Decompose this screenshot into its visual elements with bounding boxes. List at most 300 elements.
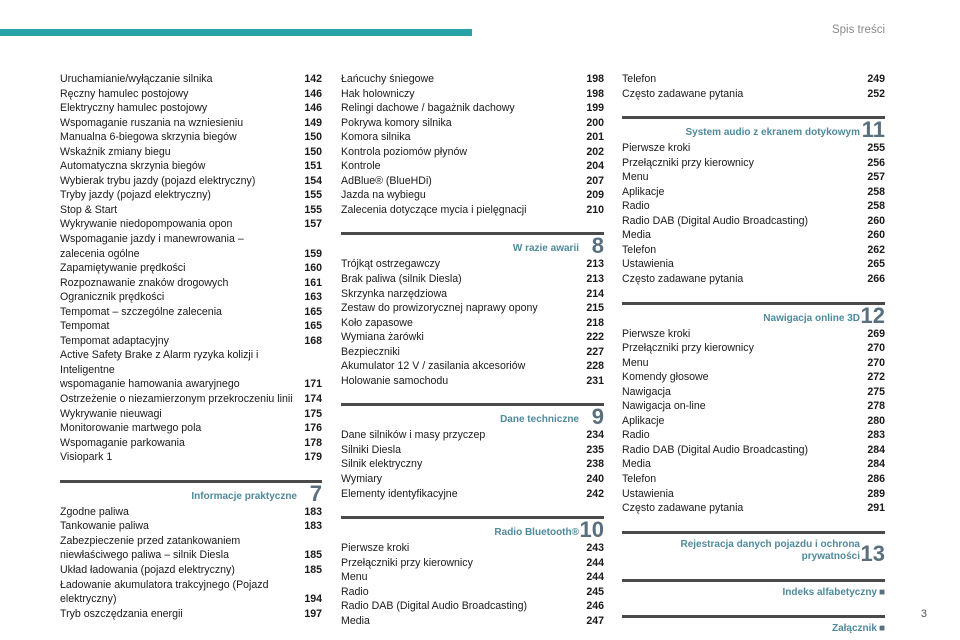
toc-entry-page: 165 xyxy=(304,305,322,318)
toc-entry-title: Silniki Diesla xyxy=(341,443,402,456)
toc-entry-page: 242 xyxy=(586,487,604,500)
toc-entry-page: 222 xyxy=(586,331,604,344)
toc-entry[interactable] xyxy=(341,443,604,458)
toc-entry-page: 240 xyxy=(586,473,604,486)
toc-entry[interactable] xyxy=(60,319,322,334)
toc-entry-title: Kontrola poziomów płynów xyxy=(341,145,468,158)
toc-entry-title: Przełączniki przy kierownicy xyxy=(622,342,754,355)
toc-entry-list xyxy=(622,72,885,101)
toc-entry-page: 209 xyxy=(586,189,604,202)
toc-entry[interactable] xyxy=(622,170,885,185)
section-header-10[interactable] xyxy=(341,516,604,541)
toc-entry-title: Ustawienia xyxy=(622,258,674,271)
toc-entry-page: 201 xyxy=(586,131,604,144)
header-accent-bar xyxy=(0,29,472,36)
toc-entry[interactable] xyxy=(341,374,604,389)
toc-entry-title: Wymiary xyxy=(341,473,383,486)
toc-entry[interactable] xyxy=(60,203,322,218)
toc-entry[interactable] xyxy=(622,341,885,356)
toc-entry-title: Menu xyxy=(622,171,649,184)
toc-entry-title: Monitorowanie martwego pola xyxy=(60,422,202,435)
toc-entry-title: Przełączniki przy kierownicy xyxy=(341,556,473,569)
toc-entry[interactable] xyxy=(60,592,322,607)
toc-entry-page: 275 xyxy=(867,385,885,398)
toc-entry-page: 150 xyxy=(304,131,322,144)
toc-entry-page: 289 xyxy=(867,487,885,500)
toc-entry[interactable] xyxy=(341,599,604,614)
toc-entry-title: Łańcuchy śniegowe xyxy=(341,73,435,85)
section-number: 9 xyxy=(591,404,604,430)
toc-entry[interactable] xyxy=(341,472,604,487)
toc-entry-list xyxy=(60,72,322,465)
toc-entry-title: Automatyczna skrzynia biegów xyxy=(60,160,206,173)
toc-entry-page: 283 xyxy=(867,429,885,442)
toc-entry-title: Komendy głosowe xyxy=(622,371,709,384)
toc-entry-page: 197 xyxy=(304,607,322,620)
toc-entry-list xyxy=(622,141,885,286)
toc-entry[interactable] xyxy=(60,563,322,578)
toc-entry-title: Wspomaganie parkowania xyxy=(60,436,185,449)
toc-entry[interactable] xyxy=(60,407,322,422)
toc-entry[interactable] xyxy=(60,519,322,534)
toc-entry-title: Wymiana żarówki xyxy=(341,331,424,344)
toc-entry-page: 194 xyxy=(304,593,322,606)
toc-entry-title: Manualna 6-biegowa skrzynia biegów xyxy=(60,131,237,144)
toc-entry[interactable] xyxy=(60,261,322,276)
toc-entry[interactable] xyxy=(341,541,604,556)
section-header-9[interactable] xyxy=(341,403,604,428)
toc-column-1 xyxy=(60,72,322,621)
toc-entry-page: 218 xyxy=(586,316,604,329)
toc-entry[interactable] xyxy=(341,159,604,174)
section-header-13[interactable] xyxy=(622,531,885,565)
toc-entry-title: Telefon xyxy=(622,473,657,486)
toc-entry-title: Telefon xyxy=(622,243,657,256)
section-title: Rejestracja danych pojazdu i ochrona prywatności xyxy=(680,538,860,562)
toc-entry-page: 163 xyxy=(304,291,322,304)
toc-column-2 xyxy=(341,72,604,628)
toc-entry-page: 258 xyxy=(867,200,885,213)
toc-entry[interactable] xyxy=(622,399,885,414)
toc-entry[interactable] xyxy=(622,185,885,200)
toc-entry[interactable] xyxy=(341,457,604,472)
toc-entry[interactable] xyxy=(60,232,322,247)
toc-entry-page: 255 xyxy=(867,142,885,155)
toc-entry-page: 213 xyxy=(586,258,604,271)
toc-entry-page: 198 xyxy=(586,73,604,85)
toc-entry-title: Wspomaganie jazdy i manewrowania – xyxy=(60,233,244,246)
toc-entry-page: 175 xyxy=(304,407,322,420)
toc-entry-title: Skrzynka narzędziowa xyxy=(341,287,447,300)
toc-entry-title: Relingi dachowe / bagażnik dachowy xyxy=(341,102,515,115)
section-rule xyxy=(622,116,885,119)
toc-entry-title: Pierwsze kroki xyxy=(622,327,691,340)
toc-entry-page: 210 xyxy=(586,203,604,216)
toc-entry-title: Tempomat xyxy=(60,320,110,333)
toc-entry-title: Uruchamianie/wyłączanie silnika xyxy=(60,73,213,85)
toc-entry-title: Telefon xyxy=(622,73,657,85)
toc-entry[interactable] xyxy=(622,385,885,400)
toc-entry-page: 249 xyxy=(867,73,885,85)
toc-entry[interactable] xyxy=(60,392,322,407)
toc-entry[interactable] xyxy=(341,101,604,116)
toc-entry-page: 284 xyxy=(867,443,885,456)
section-rule xyxy=(60,480,322,483)
section-header-appendix[interactable] xyxy=(622,615,885,637)
toc-entry[interactable] xyxy=(60,276,322,291)
toc-entry-title: Radio xyxy=(341,585,369,598)
toc-entry-list xyxy=(341,257,604,388)
toc-entry[interactable] xyxy=(622,87,885,102)
toc-entry[interactable] xyxy=(622,457,885,472)
page-header-title: Spis treści xyxy=(831,24,885,36)
toc-entry-page: 245 xyxy=(586,585,604,598)
section-title: W razie awarii xyxy=(512,243,579,255)
toc-entry[interactable] xyxy=(60,436,322,451)
toc-entry-page: 168 xyxy=(304,334,322,347)
toc-entry-page: 155 xyxy=(304,203,322,216)
section-title: Załącznik xyxy=(831,622,877,634)
toc-entry[interactable] xyxy=(341,316,604,331)
toc-entry-title: Koło zapasowe xyxy=(341,316,413,329)
toc-entry[interactable] xyxy=(341,72,604,87)
toc-entry-page: 160 xyxy=(304,262,322,275)
toc-entry-title: Zgodne paliwa xyxy=(60,505,129,518)
toc-entry-title: Jazda na wybiegu xyxy=(341,189,426,202)
toc-entry-title: Media xyxy=(622,229,651,242)
toc-entry-title: Pierwsze kroki xyxy=(622,142,691,155)
toc-entry-title: Hak holowniczy xyxy=(341,87,415,100)
toc-entry[interactable] xyxy=(341,556,604,571)
toc-entry-page: 207 xyxy=(586,174,604,187)
toc-entry-page: 213 xyxy=(586,273,604,286)
toc-entry[interactable] xyxy=(622,443,885,458)
toc-entry[interactable] xyxy=(341,203,604,218)
toc-entry[interactable] xyxy=(622,370,885,385)
toc-entry-title: Wskaźnik zmiany biegu xyxy=(60,145,171,158)
toc-entry[interactable] xyxy=(60,334,322,349)
section-header-12[interactable] xyxy=(622,302,885,327)
toc-entry-title: Układ ładowania (pojazd elektryczny) xyxy=(60,563,235,576)
toc-entry-page: 286 xyxy=(867,473,885,486)
toc-entry-page: 215 xyxy=(586,302,604,315)
toc-entry[interactable] xyxy=(622,356,885,371)
toc-entry[interactable] xyxy=(60,421,322,436)
toc-entry-title: Silnik elektryczny xyxy=(341,458,423,471)
toc-entry[interactable] xyxy=(341,345,604,360)
toc-entry-title: Zalecenia dotyczące mycia i pielęgnacji xyxy=(341,203,527,216)
page-number: 3 xyxy=(920,608,927,620)
toc-entry-page: 204 xyxy=(586,160,604,173)
toc-entry-list xyxy=(341,541,604,628)
toc-entry-title: wspomaganie hamowania awaryjnego xyxy=(60,378,240,391)
toc-entry-title: Radio DAB (Digital Audio Broadcasting) xyxy=(341,600,528,613)
toc-entry-page: 260 xyxy=(867,229,885,242)
toc-entry[interactable] xyxy=(60,101,322,116)
toc-entry-page: 265 xyxy=(867,258,885,271)
toc-column-3 xyxy=(622,72,885,637)
toc-entry-title: Menu xyxy=(341,571,368,584)
toc-entry[interactable] xyxy=(341,428,604,443)
toc-entry-title: zalecenia ogólne xyxy=(60,247,140,260)
toc-entry-page: 185 xyxy=(304,549,322,562)
toc-entry-title: Bezpieczniki xyxy=(341,345,400,358)
toc-entry-title: Tryb oszczędzania energii xyxy=(60,607,183,620)
toc-entry[interactable] xyxy=(341,272,604,287)
toc-entry-title: Komora silnika xyxy=(341,131,411,144)
section-title: Nawigacja online 3D xyxy=(763,312,860,324)
toc-entry-title: Radio DAB (Digital Audio Broadcasting) xyxy=(622,214,809,227)
section-title: Indeks alfabetyczny xyxy=(782,586,877,598)
toc-entry-page: 161 xyxy=(304,276,322,289)
toc-entry[interactable] xyxy=(622,228,885,243)
toc-entry[interactable] xyxy=(60,217,322,232)
toc-entry[interactable] xyxy=(622,156,885,171)
toc-entry[interactable] xyxy=(341,116,604,131)
toc-entry-page: 227 xyxy=(586,345,604,358)
toc-entry-page: 244 xyxy=(586,571,604,584)
toc-entry[interactable] xyxy=(622,501,885,516)
toc-entry-title: Stop & Start xyxy=(60,203,118,216)
toc-entry[interactable] xyxy=(60,116,322,131)
toc-entry-title: Media xyxy=(341,614,370,627)
toc-entry-page: 246 xyxy=(586,600,604,613)
toc-entry[interactable] xyxy=(622,487,885,502)
toc-entry-title: Ręczny hamulec postojowy xyxy=(60,87,189,100)
toc-entry[interactable] xyxy=(60,348,322,377)
toc-entry[interactable] xyxy=(341,585,604,600)
toc-entry[interactable] xyxy=(60,377,322,392)
toc-entry-title: Rozpoznawanie znaków drogowych xyxy=(60,276,229,289)
toc-entry-title: Wykrywanie niedopompowania opon xyxy=(60,218,233,231)
toc-entry[interactable] xyxy=(60,305,322,320)
toc-entry-title: Często zadawane pytania xyxy=(622,502,744,515)
toc-entry[interactable] xyxy=(622,272,885,287)
section-title: System audio z ekranem dotykowym xyxy=(685,127,860,139)
toc-entry-title: Tempomat adaptacyjny xyxy=(60,334,169,347)
toc-entry-page: 247 xyxy=(586,614,604,627)
section-rule xyxy=(622,579,885,582)
toc-entry[interactable] xyxy=(341,330,604,345)
section-title: Informacje praktyczne xyxy=(191,490,297,502)
toc-entry-title: Tempomat – szczególne zalecenia xyxy=(60,305,222,318)
toc-entry[interactable] xyxy=(622,428,885,443)
toc-entry[interactable] xyxy=(341,174,604,189)
toc-entry[interactable] xyxy=(60,188,322,203)
toc-entry[interactable] xyxy=(341,130,604,145)
toc-entry-page: 183 xyxy=(304,520,322,533)
toc-entry-title: AdBlue® (BlueHDi) xyxy=(341,174,432,187)
toc-entry[interactable] xyxy=(341,287,604,302)
toc-entry-page: 146 xyxy=(304,102,322,115)
toc-entry-title: Ogranicznik prędkości xyxy=(60,291,165,304)
toc-entry-page: 214 xyxy=(586,287,604,300)
toc-entry-list xyxy=(341,72,604,217)
toc-entry-page: 257 xyxy=(867,171,885,184)
toc-entry-title: Nawigacja xyxy=(622,385,671,398)
section-header-8[interactable] xyxy=(341,232,604,257)
toc-entry-page: 199 xyxy=(586,102,604,115)
toc-entry-page: 183 xyxy=(304,505,322,518)
toc-entry-title: Active Safety Brake z Alarm ryzyka kolizji i Inteligentne xyxy=(60,349,259,376)
toc-entry-page: 234 xyxy=(586,429,604,442)
toc-entry-title: elektryczny) xyxy=(60,593,117,606)
toc-entry[interactable] xyxy=(341,359,604,374)
toc-entry-page: 269 xyxy=(867,327,885,340)
toc-entry[interactable] xyxy=(622,257,885,272)
toc-entry-title: Nawigacja on-line xyxy=(622,400,706,413)
toc-entry-title: Ostrzeżenie o niezamierzonym przekroczeniu linii xyxy=(60,393,293,406)
toc-entry-page: 202 xyxy=(586,145,604,158)
toc-entry-title: Menu xyxy=(622,356,649,369)
toc-entry[interactable] xyxy=(622,141,885,156)
toc-entry[interactable] xyxy=(622,243,885,258)
section-number: 10 xyxy=(579,517,604,543)
toc-entry-list xyxy=(341,428,604,501)
toc-entry-title: Media xyxy=(622,458,651,471)
toc-entry[interactable] xyxy=(622,214,885,229)
toc-entry[interactable] xyxy=(60,450,322,465)
toc-entry-title: Elektryczny hamulec postojowy xyxy=(60,102,208,115)
toc-entry-page: 171 xyxy=(304,378,322,391)
toc-entry-page: 284 xyxy=(867,458,885,471)
section-rule xyxy=(622,302,885,305)
toc-entry-page: 235 xyxy=(586,443,604,456)
toc-entry-page: 198 xyxy=(586,87,604,100)
toc-entry-title: Aplikacje xyxy=(622,185,665,198)
toc-entry[interactable] xyxy=(341,145,604,160)
section-header-index[interactable] xyxy=(622,579,885,601)
toc-entry[interactable] xyxy=(622,472,885,487)
toc-entry[interactable] xyxy=(622,414,885,429)
toc-entry[interactable] xyxy=(341,570,604,585)
toc-entry[interactable] xyxy=(60,578,322,593)
toc-entry-title: Radio xyxy=(622,200,650,213)
toc-entry-page: 174 xyxy=(304,393,322,406)
toc-entry[interactable] xyxy=(60,130,322,145)
toc-entry-page: 278 xyxy=(867,400,885,413)
toc-entry-page: 155 xyxy=(304,189,322,202)
section-rule xyxy=(622,615,885,618)
section-rule xyxy=(622,531,885,534)
section-number: 12 xyxy=(860,302,885,328)
section-rule xyxy=(341,232,604,235)
toc-entry-page: 200 xyxy=(586,116,604,129)
toc-entry-title: Akumulator 12 V / zasilania akcesoriów xyxy=(341,360,526,373)
toc-entry-title: Wykrywanie nieuwagi xyxy=(60,407,162,420)
toc-entry[interactable] xyxy=(341,87,604,102)
toc-entry-title: Radio xyxy=(622,429,650,442)
toc-entry-title: Zabezpieczenie przed zatankowaniem xyxy=(60,534,241,547)
toc-entry[interactable] xyxy=(622,72,885,87)
toc-entry[interactable] xyxy=(341,487,604,502)
toc-entry-page: 262 xyxy=(867,243,885,256)
toc-entry-page: 238 xyxy=(586,458,604,471)
toc-entry-page: 231 xyxy=(586,374,604,387)
toc-entry-title: Radio DAB (Digital Audio Broadcasting) xyxy=(622,443,809,456)
toc-entry[interactable] xyxy=(60,505,322,520)
toc-entry-title: Często zadawane pytania xyxy=(622,87,744,100)
toc-entry[interactable] xyxy=(60,72,322,87)
toc-entry-title: Ustawienia xyxy=(622,487,674,500)
section-marker: ■ xyxy=(878,622,885,634)
section-header-7[interactable] xyxy=(60,480,322,505)
section-title: Radio Bluetooth® xyxy=(494,527,579,539)
section-number: 8 xyxy=(591,233,604,259)
toc-entry-list xyxy=(622,327,885,516)
toc-entry-page: 270 xyxy=(867,342,885,355)
toc-entry[interactable] xyxy=(60,247,322,262)
toc-entry-page: 176 xyxy=(304,422,322,435)
section-marker: ■ xyxy=(878,586,885,598)
toc-entry-page: 157 xyxy=(304,218,322,231)
toc-entry-title: Kontrole xyxy=(341,160,381,173)
toc-entry-page: 280 xyxy=(867,414,885,427)
toc-entry-page: 149 xyxy=(304,116,322,129)
toc-entry[interactable] xyxy=(60,159,322,174)
toc-entry-page: 185 xyxy=(304,563,322,576)
toc-entry-page: 258 xyxy=(867,185,885,198)
toc-entry-title: Dane silników i masy przyczep xyxy=(341,429,486,442)
toc-entry[interactable] xyxy=(341,301,604,316)
toc-entry-page: 252 xyxy=(867,87,885,100)
toc-entry-page: 243 xyxy=(586,542,604,555)
toc-entry-title: Visiopark 1 xyxy=(60,451,113,464)
toc-entry-title: Tryby jazdy (pojazd elektryczny) xyxy=(60,189,211,202)
toc-entry-page: 228 xyxy=(586,360,604,373)
toc-entry[interactable] xyxy=(622,199,885,214)
toc-entry-page: 179 xyxy=(304,451,322,464)
toc-entry-title: Trójkąt ostrzegawczy xyxy=(341,258,441,271)
section-number: 11 xyxy=(861,117,885,143)
toc-entry-page: 291 xyxy=(867,502,885,515)
section-number: 13 xyxy=(860,540,885,566)
toc-entry[interactable] xyxy=(341,188,604,203)
toc-entry-title: Elementy identyfikacyjne xyxy=(341,487,458,500)
toc-entry-title: Wybierak trybu jazdy (pojazd elektryczny) xyxy=(60,174,256,187)
toc-entry-title: Często zadawane pytania xyxy=(622,273,744,286)
toc-entry-page: 151 xyxy=(304,160,322,173)
toc-entry-title: Zapamiętywanie prędkości xyxy=(60,262,186,275)
toc-entry-title: niewłaściwego paliwa – silnik Diesla xyxy=(60,549,229,562)
toc-entry-title: Wspomaganie ruszania na wzniesieniu xyxy=(60,116,244,129)
toc-entry-page: 266 xyxy=(867,273,885,286)
toc-entry-title: Pokrywa komory silnika xyxy=(341,116,452,129)
toc-entry[interactable] xyxy=(60,145,322,160)
toc-entry-title: Holowanie samochodu xyxy=(341,374,449,387)
toc-entry[interactable] xyxy=(60,290,322,305)
toc-entry[interactable] xyxy=(60,607,322,622)
toc-entry[interactable] xyxy=(60,87,322,102)
toc-entry[interactable] xyxy=(341,614,604,629)
toc-entry-page: 270 xyxy=(867,356,885,369)
toc-entry[interactable] xyxy=(622,327,885,342)
toc-entry-title: Przełączniki przy kierownicy xyxy=(622,156,754,169)
toc-entry[interactable] xyxy=(60,174,322,189)
toc-entry-title: Brak paliwa (silnik Diesla) xyxy=(341,273,462,286)
toc-entry-page: 260 xyxy=(867,214,885,227)
toc-entry-page: 146 xyxy=(304,87,322,100)
toc-entry[interactable] xyxy=(60,534,322,549)
section-rule xyxy=(341,403,604,406)
toc-entry-page: 178 xyxy=(304,436,322,449)
toc-entry-page: 256 xyxy=(867,156,885,169)
toc-entry[interactable] xyxy=(341,257,604,272)
section-header-11[interactable] xyxy=(622,116,885,141)
section-rule xyxy=(341,516,604,519)
toc-entry[interactable] xyxy=(60,548,322,563)
toc-entry-page: 244 xyxy=(586,556,604,569)
